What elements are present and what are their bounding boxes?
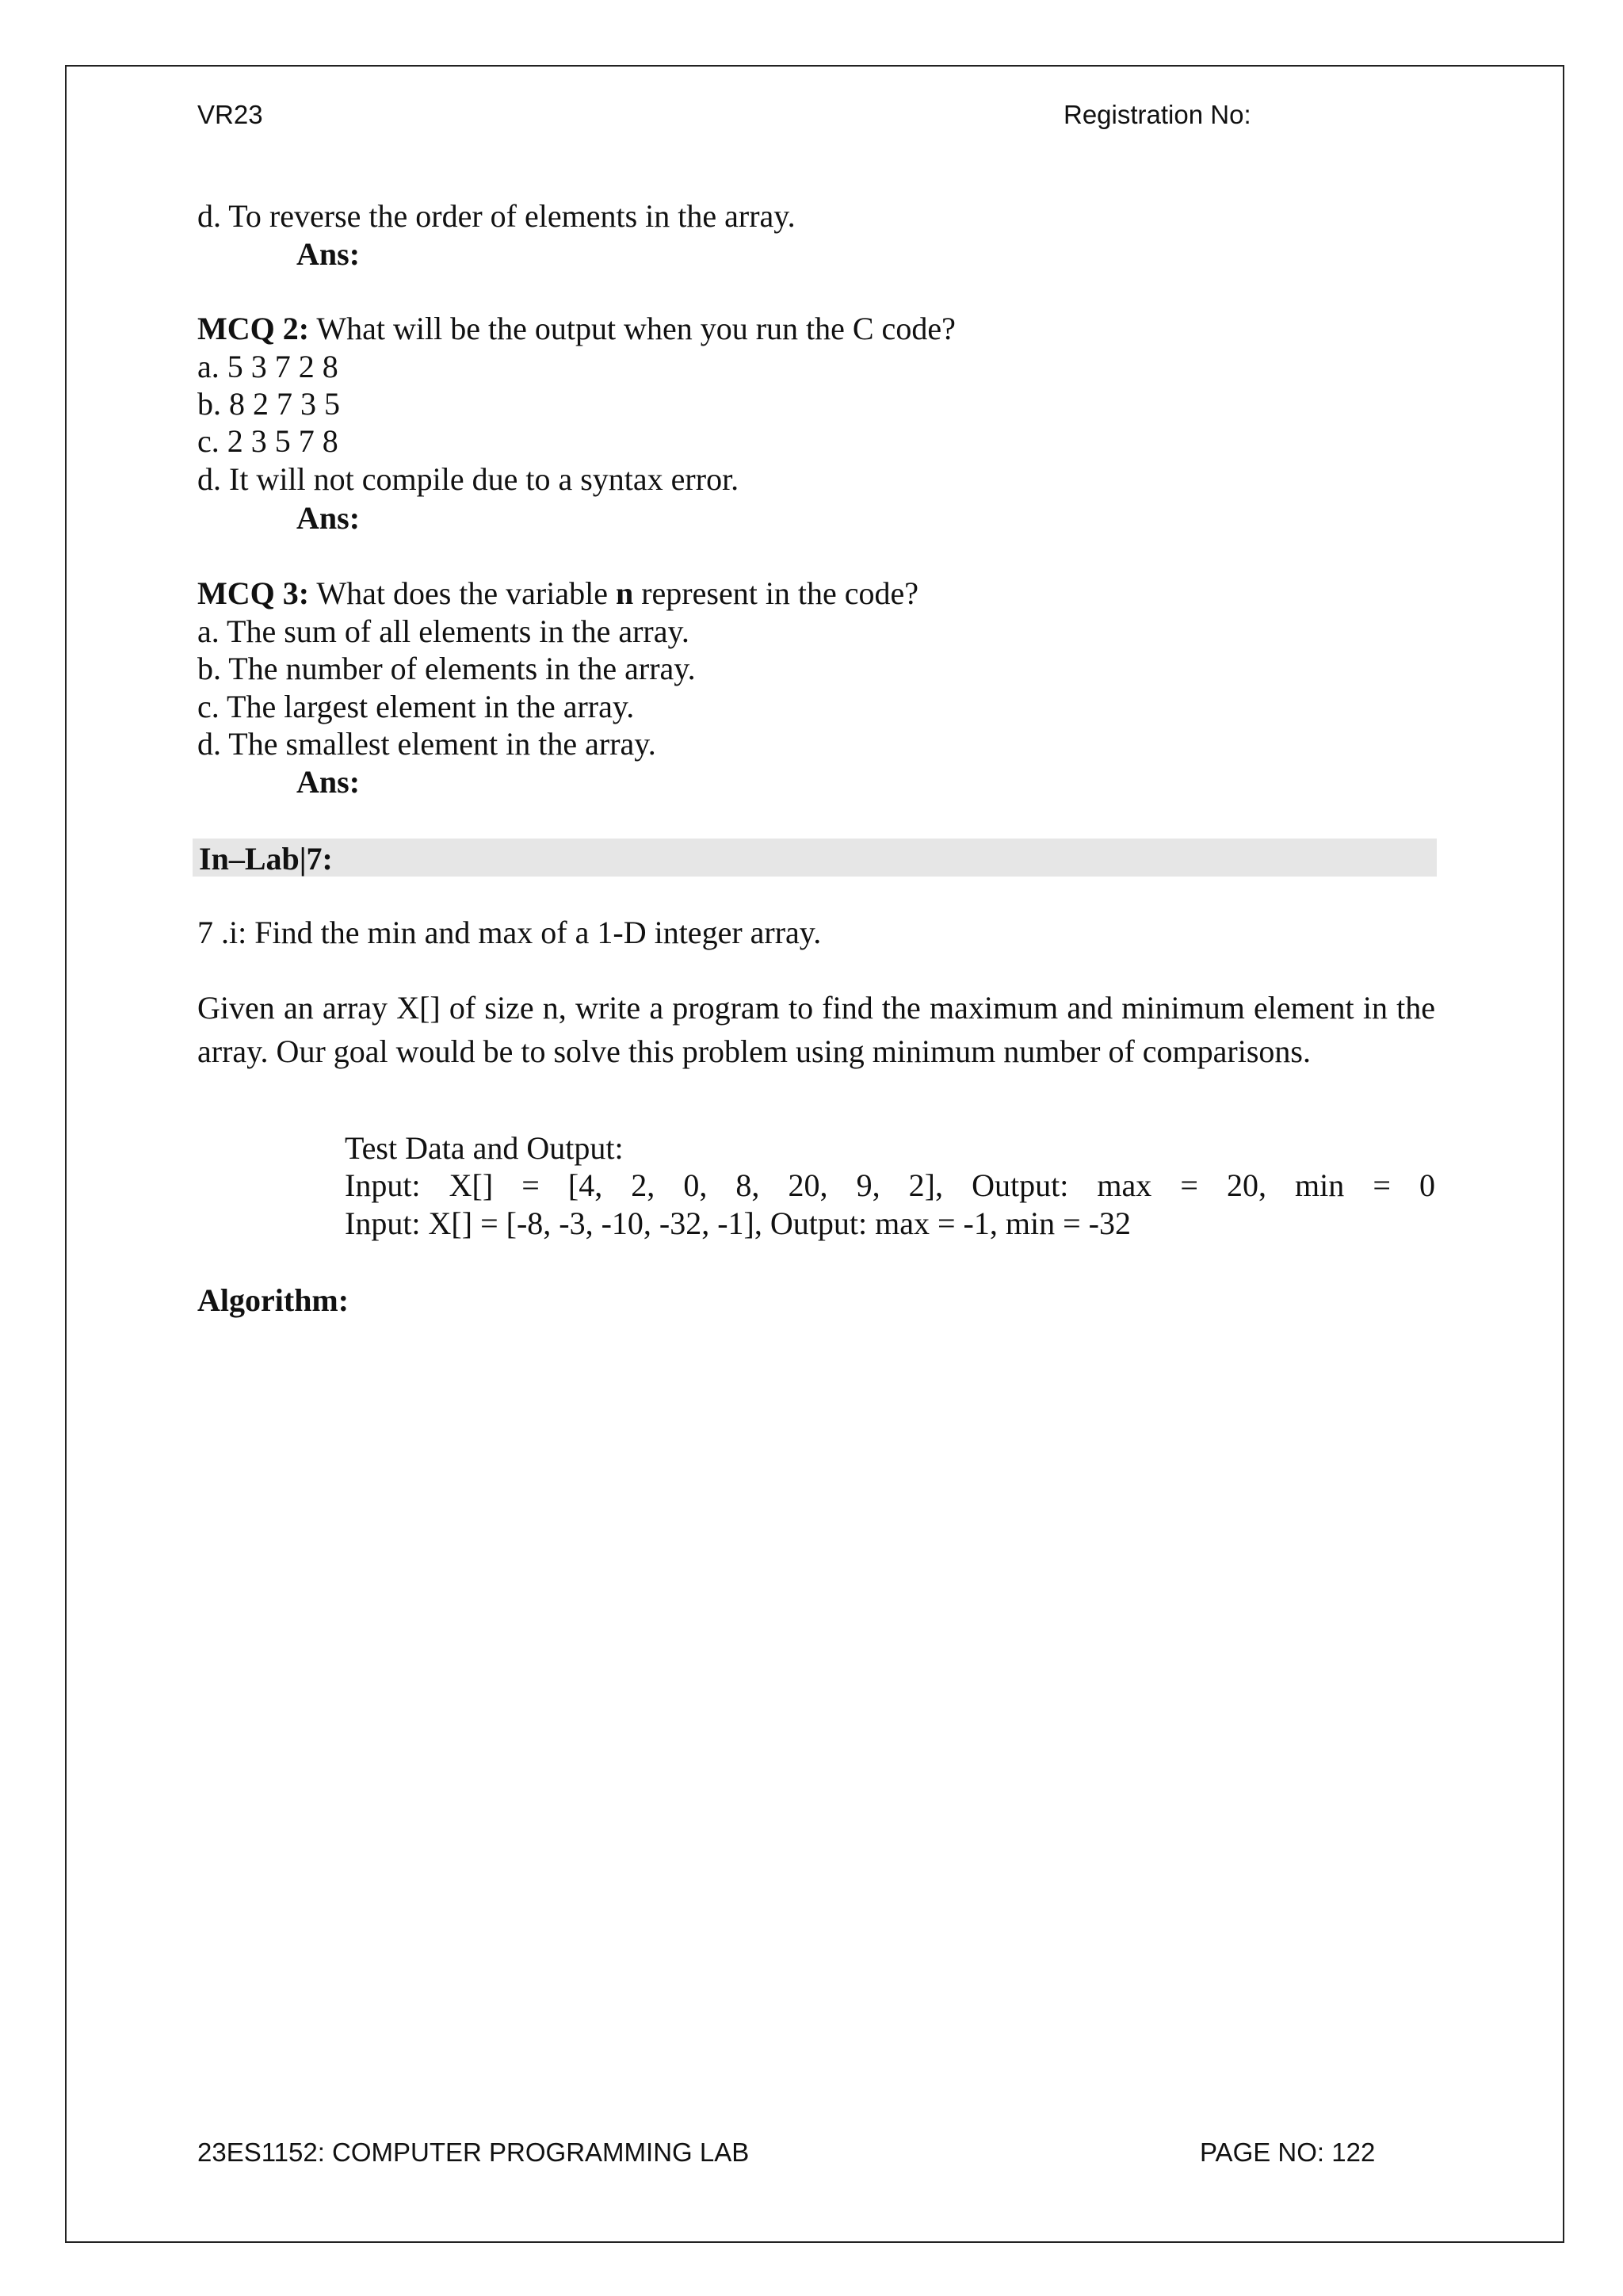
test-data-line-1: Input: X[] = [4, 2, 0, 8, 20, 9, 2], Output: max = 20, min = 0 (345, 1167, 1435, 1203)
mcq1-ans-label: Ans: (296, 236, 361, 272)
mcq3-option-b: b. The number of elements in the array. (197, 651, 696, 686)
mcq2-option-a: a. 5 3 7 2 8 (197, 349, 338, 384)
mcq2-option-d: d. It will not compile due to a syntax error. (197, 461, 739, 497)
page-number: PAGE NO: 122 (1200, 2137, 1376, 2167)
registration-label: Registration No: (1064, 100, 1251, 129)
algorithm-label: Algorithm: (197, 1282, 349, 1318)
header-code: VR23 (197, 100, 263, 129)
mcq3-option-c: c. The largest element in the array. (197, 689, 635, 724)
mcq2-option-b: b. 8 2 7 3 5 (197, 386, 340, 422)
problem-description: Given an array X[] of size n, write a program to find the maximum and minimum element in the array. Our goal would be to solve this problem using minimum number of comparisons. (197, 990, 1435, 1069)
mcq2-question (197, 310, 956, 347)
section-title: In–Lab|7: (199, 841, 333, 877)
footer-course: 23ES1152: COMPUTER PROGRAMMING LAB (197, 2137, 750, 2167)
mcq2-option-c: c. 2 3 5 7 8 (197, 423, 338, 459)
test-data-line-2: Input: X[] = [-8, -3, -10, -32, -1], Output: max = -1, min = -32 (345, 1205, 1131, 1241)
mcq2-ans-label: Ans: (296, 500, 361, 536)
mcq3-question-text: What does the variable (309, 575, 616, 611)
mcq3-question-tail: represent in the code? (633, 575, 919, 611)
mcq2-label: MCQ 2: (197, 311, 310, 346)
mcq3-label: MCQ 3: (197, 575, 310, 611)
problem-heading: 7 .i: Find the min and max of a 1-D integer array. (197, 915, 822, 950)
test-data-title: Test Data and Output: (345, 1130, 624, 1166)
section-bar (193, 839, 1437, 877)
mcq3-ans-label: Ans: (296, 764, 361, 800)
mcq3-option-d: d. The smallest element in the array. (197, 726, 656, 762)
mcq3-question (197, 575, 918, 612)
mcq1-option-d: d. To reverse the order of elements in the array. (197, 198, 796, 234)
mcq3-variable: n (615, 575, 634, 611)
mcq2-question-text: What will be the output when you run the C code? (309, 311, 956, 346)
mcq3-option-a: a. The sum of all elements in the array. (197, 613, 689, 649)
